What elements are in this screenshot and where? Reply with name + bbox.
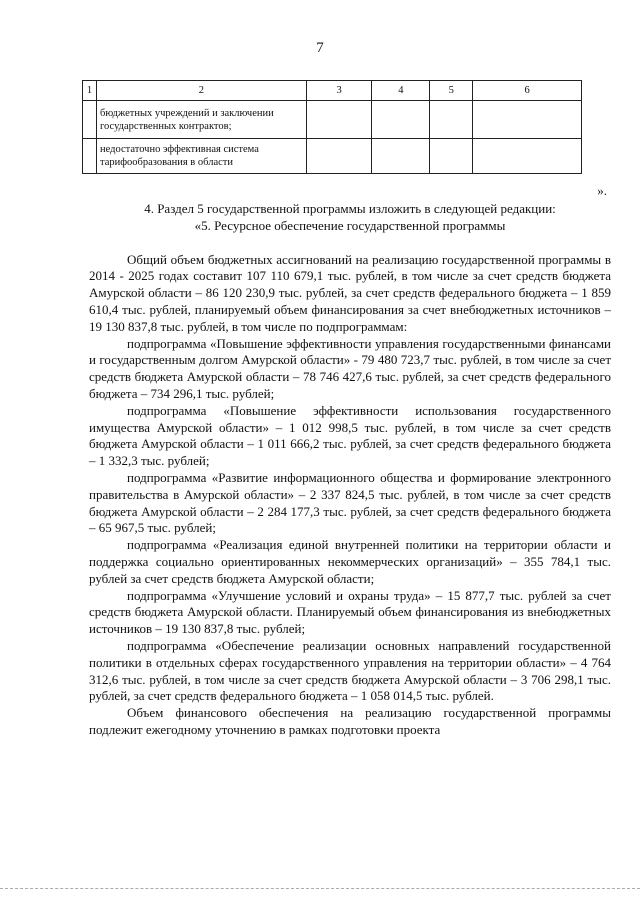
table-row [83, 139, 582, 174]
continuation-table [82, 80, 582, 174]
amendment-instruction: 4. Раздел 5 государственной программы изложить в следующей редакции: [144, 201, 556, 216]
table-header-cell: 3 [306, 81, 372, 101]
table-header-cell: 1 [83, 81, 97, 101]
document-body [89, 201, 611, 739]
paragraph: подпрограмма «Повышение эффективности использования государственного имущества Амурской области» – 1 012 998,5 тыс. рублей, в том числе за счет средств бюджета Амурской области – 1 011 666,2 тыс. рублей, за счет средств федерального бюджета – 1 332,3 тыс. рублей; [89, 402, 611, 469]
paragraph: Общий объем бюджетных ассигнований на реализацию государственной программы в 2014 - 2025 годах составит 107 110 679,1 тыс. рублей, в том числе за счет средств бюджета Амурской области – 86 120 230,9 тыс. рублей, за счет средств федерального бюджета – 1 859 610,4 тыс. рублей, планируемый объем финансирования за счет внебюджетных источников – 19 130 837,8 тыс. рублей, в том числе по подпрограммам: [89, 251, 611, 334]
table-cell-text: недостаточно эффективная система тарифообразования в области [96, 139, 306, 174]
page-number: 7 [316, 40, 324, 56]
scan-edge-line [0, 888, 640, 889]
table-cell-text: бюджетных учреждений и заключении государственных контрактов; [96, 101, 306, 139]
table-header-cell: 2 [96, 81, 306, 101]
paragraph: подпрограмма «Развитие информационного общества и формирование электронного правительства в Амурской области» – 2 337 824,5 тыс. рублей, в том числе за счет средств бюджета Амурской области – 2 284 177,3 тыс. рублей, за счет средств федерального бюджета – 65 967,5 тыс. рублей; [89, 469, 611, 536]
table-header-row [83, 81, 582, 101]
table-header-cell: 4 [372, 81, 430, 101]
section-title: «5. Ресурсное обеспечение государственной программы [194, 217, 506, 233]
paragraph: подпрограмма «Обеспечение реализации основных направлений государственной политики в отдельных сферах государственного управления на территории области» – 4 764 312,6 тыс. рублей, в том числе за счет средств бюджета Амурской области – 3 706 298,1 тыс. рублей, за счет средств федерального бюджета – 1 058 014,5 тыс. рублей. [89, 637, 611, 704]
table-header-cell: 5 [430, 81, 473, 101]
paragraph: подпрограмма «Повышение эффективности управления государственными финансами и государственным долгом Амурской области» - 79 480 723,7 тыс. рублей, в том числе за счет средств бюджета Амурской области – 78 746 427,6 тыс. рублей, за счет средств федерального бюджета – 734 296,1 тыс. рублей; [89, 335, 611, 401]
closing-quote-mark: ». [597, 183, 607, 198]
table-row [83, 101, 582, 139]
paragraph: подпрограмма «Реализация единой внутренней политики на территории области и поддержка социально ориентированных некоммерческих организаций» – 355 784,1 тыс. рублей за счет средств бюджета Амурской области; [89, 537, 611, 586]
paragraph: Объем финансового обеспечения на реализацию государственной программы подлежит ежегодному уточнению в рамках подготовки проекта [89, 705, 611, 737]
table-header-cell: 6 [473, 81, 582, 101]
paragraph: подпрограмма «Улучшение условий и охраны труда» – 15 877,7 тыс. рублей за счет средств бюджета Амурской области. Планируемый объем финансирования из внебюджетных источников – 19 130 837,8 тыс. рублей; [89, 587, 611, 637]
